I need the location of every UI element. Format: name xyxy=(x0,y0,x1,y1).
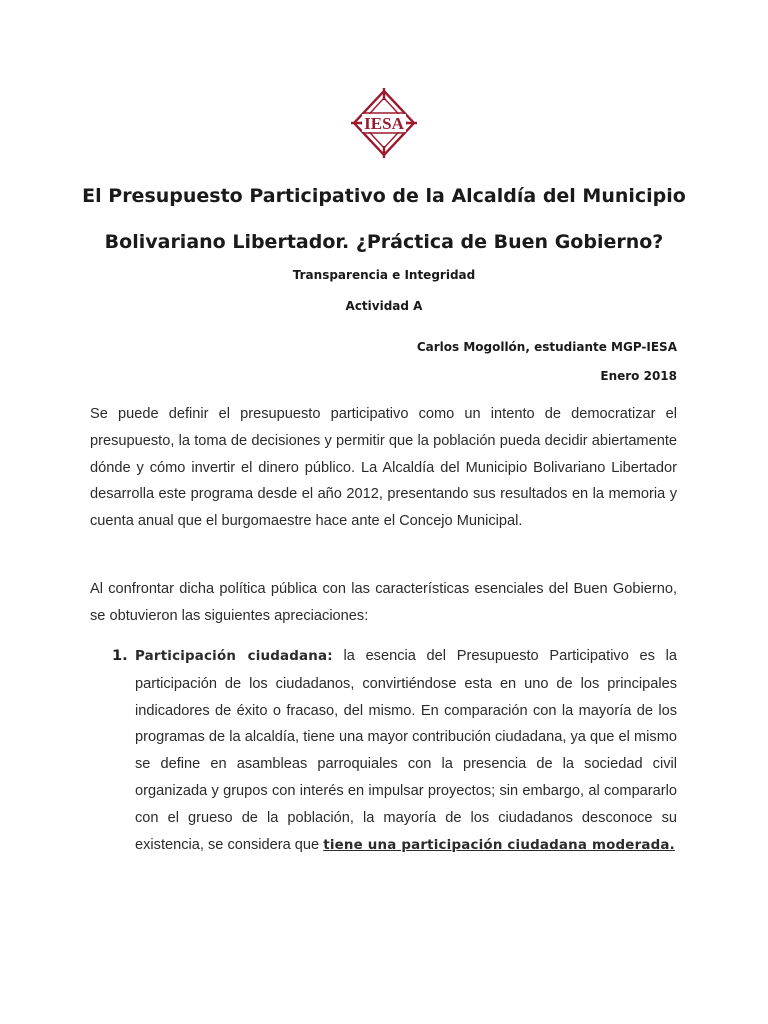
document-title xyxy=(60,173,708,265)
subtitle-course: Transparencia e Integridad xyxy=(292,268,476,282)
list-item-conclusion: tiene una participación ciudadana moderada. xyxy=(323,837,675,853)
date-line: Enero 2018 xyxy=(600,369,677,383)
paragraph-intro: Se puede definir el presupuesto participativo como un intento de democratizar el presupuesto, la toma de decisiones y permitir que la población pueda decidir abiertamente dónde y cómo invertir el dinero público. La Alcaldía del Municipio Bolivariano Libertador desarrolla este programa desde el año 2012, presentando sus resultados en la memoria y cuenta anual que el burgomaestre hace ante el Concejo Municipal. xyxy=(90,406,677,530)
list-item-body: la esencia del Presupuesto Participativo es la participación de los ciudadanos, convirtiéndose esta en uno de los principales indicadores de éxito o fracaso, del mismo. En comparación con la mayoría de los programas de la alcaldía, tiene una mayor contribución ciudadana, ya que el mismo se define en asambleas parroquiales con la presencia de la sociedad civil organizada y grupos con interés en impulsar proyectos; sin embargo, al compararlo con el grueso de la población, la mayoría de los ciudadanos desconoce su existencia, se considera que xyxy=(135,648,678,853)
paragraph-appreciations: Al confrontar dicha política pública con las características esenciales del Buen Gobierno, se obtuvieron las siguientes apreciaciones: xyxy=(90,581,677,624)
iesa-logo xyxy=(351,88,417,158)
title-line-2: Bolivariano Libertador. ¿Práctica de Buen Gobierno? xyxy=(104,231,664,253)
logo-text: IESA xyxy=(364,114,404,133)
list-item-text xyxy=(135,643,677,859)
iesa-logo-graphic xyxy=(351,88,417,158)
list-item-number: 1. xyxy=(112,647,128,664)
subtitle-activity: Actividad A xyxy=(345,299,423,313)
list-item xyxy=(112,643,677,859)
author-line: Carlos Mogollón, estudiante MGP-IESA xyxy=(416,340,677,354)
list-item-heading: Participación ciudadana: xyxy=(135,649,333,664)
title-line-1: El Presupuesto Participativo de la Alcaldía del Municipio xyxy=(82,185,686,207)
